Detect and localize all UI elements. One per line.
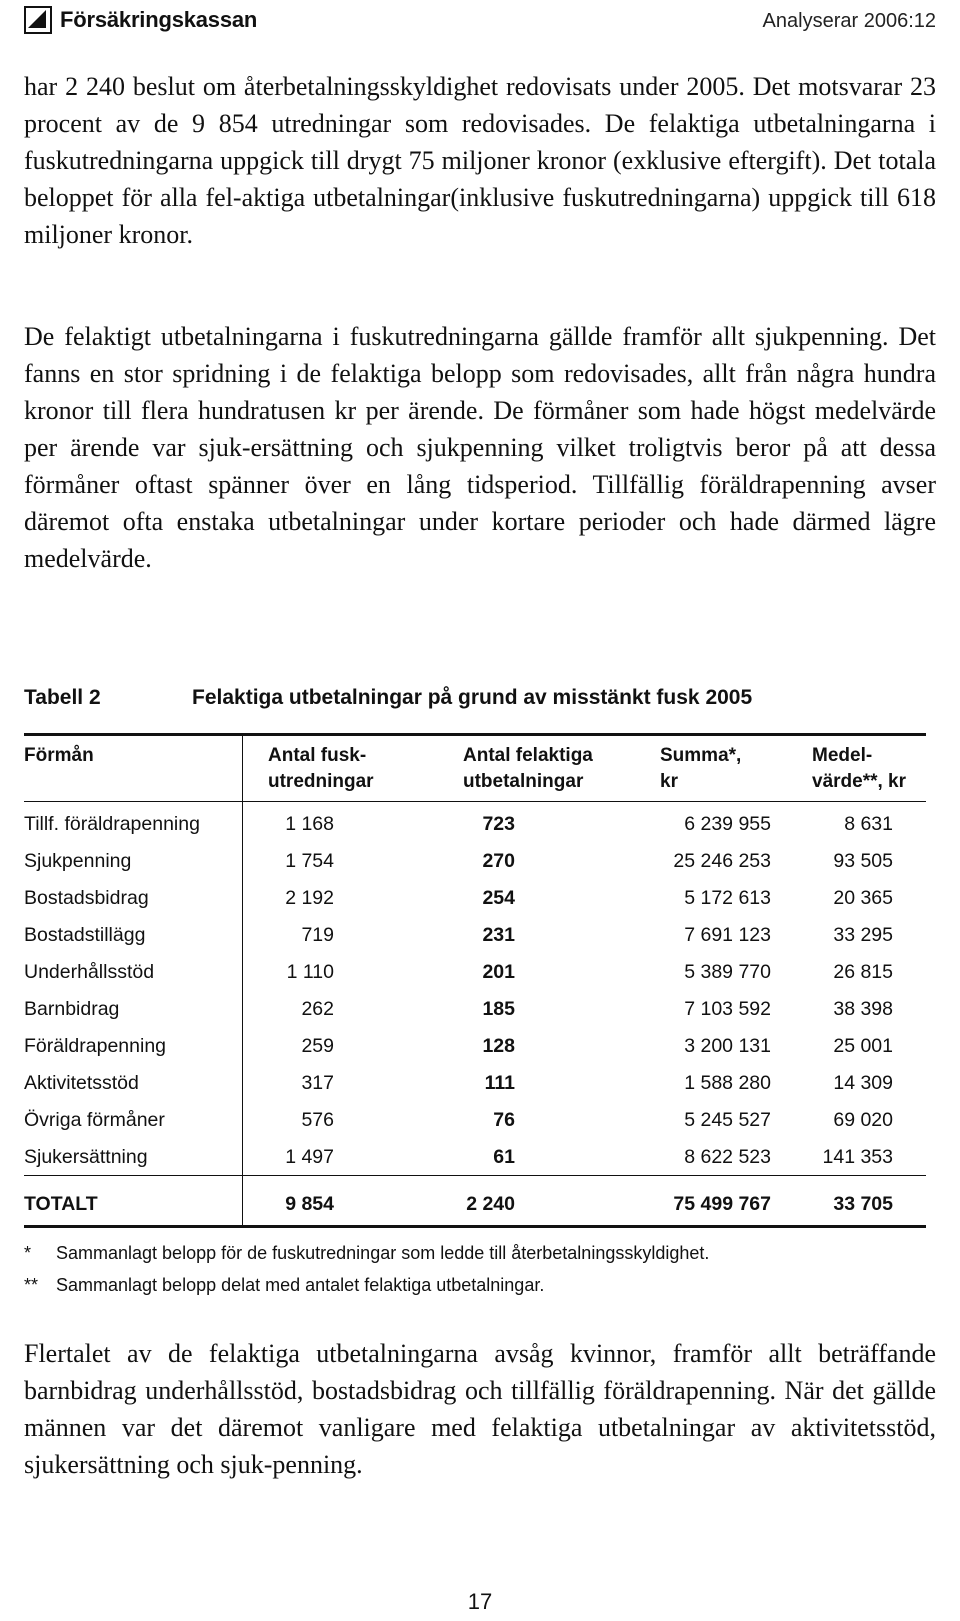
cell-investigations: 1 110 bbox=[286, 961, 334, 983]
paragraph: De felaktigt utbetalningarna i fuskutredningarna gällde framför allt sjukpenning. Det fanns en stor spridning i de felaktiga belopp som redovisades, allt från några hundra kronor till flera hundratusen kr per ärende. De förmåner som hade högst medelvärde per ärende var sjuk-ersättning och sjukpenning vilket troligtvis beror på att dessa förmåner oftast spänner över en lång tidsperiod. Tillfällig föräldrapenning avser däremot ofta enstaka utbetalningar under kortare perioder och hade därmed lägre medelvärde. bbox=[24, 322, 936, 573]
cell-investigations: 1 168 bbox=[285, 813, 334, 835]
cell-average: 25 001 bbox=[833, 1035, 893, 1057]
cell-total-average: 33 705 bbox=[833, 1193, 893, 1215]
cell-average: 26 815 bbox=[833, 961, 893, 983]
table-row bbox=[24, 1035, 926, 1071]
cell-investigations: 1 497 bbox=[285, 1146, 334, 1168]
cell-incorrect-payments: 270 bbox=[482, 850, 515, 872]
cell-benefit: Sjukersättning bbox=[24, 1146, 148, 1168]
cell-benefit: Underhållsstöd bbox=[24, 961, 155, 983]
column-header-formaner: Förmån bbox=[24, 745, 94, 766]
cell-incorrect-payments: 231 bbox=[482, 924, 515, 946]
table-row bbox=[24, 1072, 926, 1108]
column-header-summa: Summa*, kr bbox=[660, 745, 742, 792]
cell-investigations: 2 192 bbox=[285, 887, 334, 909]
cell-average: 69 020 bbox=[833, 1109, 893, 1131]
cell-sum: 5 389 770 bbox=[684, 961, 771, 983]
cell-sum: 25 246 253 bbox=[673, 850, 771, 872]
table-row bbox=[24, 850, 926, 886]
table-row bbox=[24, 813, 926, 849]
page-number: 17 bbox=[467, 1589, 493, 1614]
table-total-rule bbox=[24, 1175, 926, 1176]
footnote-mark: * bbox=[24, 1243, 32, 1263]
cell-sum: 5 172 613 bbox=[684, 887, 771, 909]
table-header-rule bbox=[24, 801, 926, 802]
table-bottom-rule bbox=[24, 1225, 926, 1228]
table-row bbox=[24, 1109, 926, 1145]
cell-average: 14 309 bbox=[833, 1072, 893, 1094]
column-header-antal-felaktiga: Antal felaktiga utbetalningar bbox=[463, 745, 593, 792]
footnote-text: Sammanlagt belopp för de fuskutredningar som ledde till återbetalningsskyldighet. bbox=[56, 1243, 710, 1263]
cell-incorrect-payments: 201 bbox=[482, 961, 515, 983]
column-header-medelvarde: Medel- värde**, kr bbox=[812, 745, 907, 792]
cell-sum: 7 103 592 bbox=[684, 998, 771, 1020]
cell-sum: 6 239 955 bbox=[684, 813, 771, 835]
cell-total-sum: 75 499 767 bbox=[673, 1193, 771, 1215]
cell-benefit: Föräldrapenning bbox=[24, 1035, 167, 1057]
table-row bbox=[24, 1146, 926, 1182]
cell-investigations: 259 bbox=[301, 1035, 334, 1057]
cell-sum: 3 200 131 bbox=[684, 1035, 771, 1057]
cell-investigations: 576 bbox=[301, 1109, 334, 1131]
cell-total-investigations: 9 854 bbox=[285, 1193, 334, 1215]
table-row bbox=[24, 998, 926, 1034]
cell-investigations: 317 bbox=[301, 1072, 334, 1094]
page-header bbox=[24, 6, 936, 42]
table-row bbox=[24, 887, 926, 923]
cell-incorrect-payments: 61 bbox=[493, 1146, 515, 1168]
table-label: Tabell 2 bbox=[24, 686, 101, 709]
cell-average: 38 398 bbox=[833, 998, 893, 1020]
cell-benefit: Sjukpenning bbox=[24, 850, 132, 872]
cell-sum: 1 588 280 bbox=[684, 1072, 771, 1094]
cell-incorrect-payments: 76 bbox=[493, 1109, 515, 1131]
cell-sum: 7 691 123 bbox=[684, 924, 771, 946]
cell-benefit: Barnbidrag bbox=[24, 998, 120, 1020]
cell-investigations: 1 754 bbox=[285, 850, 334, 872]
cell-average: 33 295 bbox=[833, 924, 893, 946]
cell-benefit: Aktivitetsstöd bbox=[24, 1072, 139, 1094]
column-header-antal-fuskutredningar: Antal fusk- utredningar bbox=[268, 745, 374, 792]
footnote-text: Sammanlagt belopp delat med antalet felaktiga utbetalningar. bbox=[56, 1275, 545, 1295]
cell-total-label: TOTALT bbox=[24, 1193, 98, 1215]
footnote-mark: ** bbox=[24, 1275, 39, 1295]
cell-benefit: Övriga förmåner bbox=[24, 1109, 165, 1131]
cell-incorrect-payments: 254 bbox=[482, 887, 515, 909]
cell-investigations: 719 bbox=[301, 924, 334, 946]
cell-average: 93 505 bbox=[833, 850, 893, 872]
table-row bbox=[24, 961, 926, 997]
cell-incorrect-payments: 111 bbox=[484, 1072, 515, 1094]
cell-total-incorrect-payments: 2 240 bbox=[466, 1193, 515, 1215]
cell-benefit: Bostadstillägg bbox=[24, 924, 146, 946]
logo-mark-icon bbox=[24, 6, 52, 34]
logo-text: Försäkringskassan bbox=[60, 7, 258, 32]
table-top-rule bbox=[24, 733, 926, 736]
table-row bbox=[24, 924, 926, 960]
cell-average: 20 365 bbox=[833, 887, 893, 909]
cell-average: 8 631 bbox=[844, 813, 893, 835]
cell-average: 141 353 bbox=[822, 1146, 893, 1168]
paragraph: Flertalet av de felaktiga utbetalningarna avsåg kvinnor, framför allt beträffande barnbidrag underhållsstöd, bostadsbidrag och tillfällig föräldrapenning. När det gällde männen var det däremot vanligare med felaktiga utbetalningar av aktivitetsstöd, sjukersättning och sjuk-penning. bbox=[24, 1339, 936, 1479]
table-caption: Felaktiga utbetalningar på grund av misstänkt fusk 2005 bbox=[192, 686, 753, 709]
logo bbox=[24, 6, 257, 34]
cell-sum: 8 622 523 bbox=[684, 1146, 771, 1168]
cell-investigations: 262 bbox=[301, 998, 334, 1020]
report-label: Analyserar 2006:12 bbox=[762, 10, 936, 32]
cell-sum: 5 245 527 bbox=[684, 1109, 771, 1131]
cell-incorrect-payments: 723 bbox=[482, 813, 515, 835]
cell-benefit: Bostadsbidrag bbox=[24, 887, 149, 909]
cell-benefit: Tillf. föräldrapenning bbox=[24, 813, 200, 835]
table-total-row bbox=[24, 1193, 926, 1229]
paragraph: har 2 240 beslut om återbetalningsskyldighet redovisats under 2005. Det motsvarar 23 procent av de 9 854 utredningar som redovisades. De felaktiga utbetalningarna i fuskutredningarna uppgick till drygt 75 miljoner kronor (exklusive eftergift). Det totala beloppet för alla fel-aktiga utbetalningar(inklusive fuskutredningarna) uppgick till 618 miljoner kronor. bbox=[24, 72, 936, 249]
cell-incorrect-payments: 185 bbox=[482, 998, 515, 1020]
cell-incorrect-payments: 128 bbox=[482, 1035, 515, 1057]
